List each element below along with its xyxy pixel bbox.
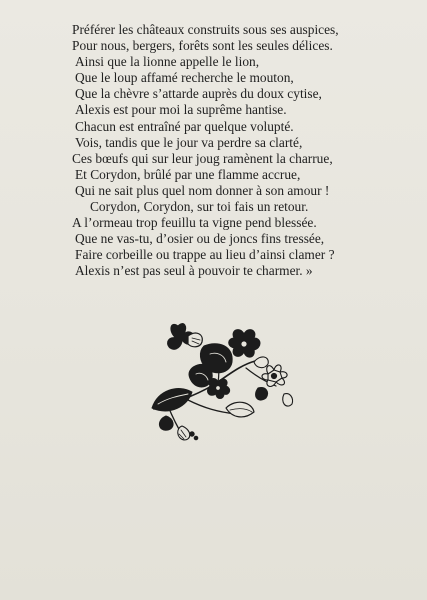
poem-line-15: Faire corbeille ou trappe au lieu d’ainsi clamer ? [75, 247, 335, 263]
poem-line-12: Corydon, Corydon, sur toi fais un retour. [90, 199, 309, 215]
poem-line-13: A l’ormeau trop feuillu ta vigne pend blessée. [72, 215, 317, 231]
poem-line-6: Alexis est pour moi la suprême hantise. [75, 102, 287, 118]
poem-line-1: Préférer les châteaux construits sous ses auspices, [72, 22, 339, 37]
poem-line-2: Pour nous, bergers, forêts sont les seules délices. [72, 38, 333, 54]
poem-line-10: Et Corydon, brûlé par une flamme accrue, [75, 166, 301, 182]
poem-line-11: Qui ne sait plus quel nom donner à son amour ! [75, 182, 330, 198]
poem-line-3: Ainsi que la lionne appelle le lion, [75, 54, 260, 70]
poem-text-block [72, 22, 372, 280]
poem-line-16: Alexis n’est pas seul à pouvoir te charmer. » [75, 263, 313, 279]
poem-line-8: Vois, tandis que le jour va perdre sa clarté, [75, 134, 303, 150]
poem-line-9: Ces bœufs qui sur leur joug ramènent la charrue, [72, 150, 333, 166]
poem-line-14: Que ne vas-tu, d’osier ou de joncs fins tressée, [75, 231, 325, 247]
poem-line-4: Que le loup affamé recherche le mouton, [75, 70, 294, 86]
violet-flower-vignette-icon [148, 316, 296, 446]
poem-line-7: Chacun est entraîné par quelque volupté. [75, 118, 294, 134]
poem-line-5: Que la chèvre s’attarde auprès du doux cytise, [75, 86, 322, 102]
